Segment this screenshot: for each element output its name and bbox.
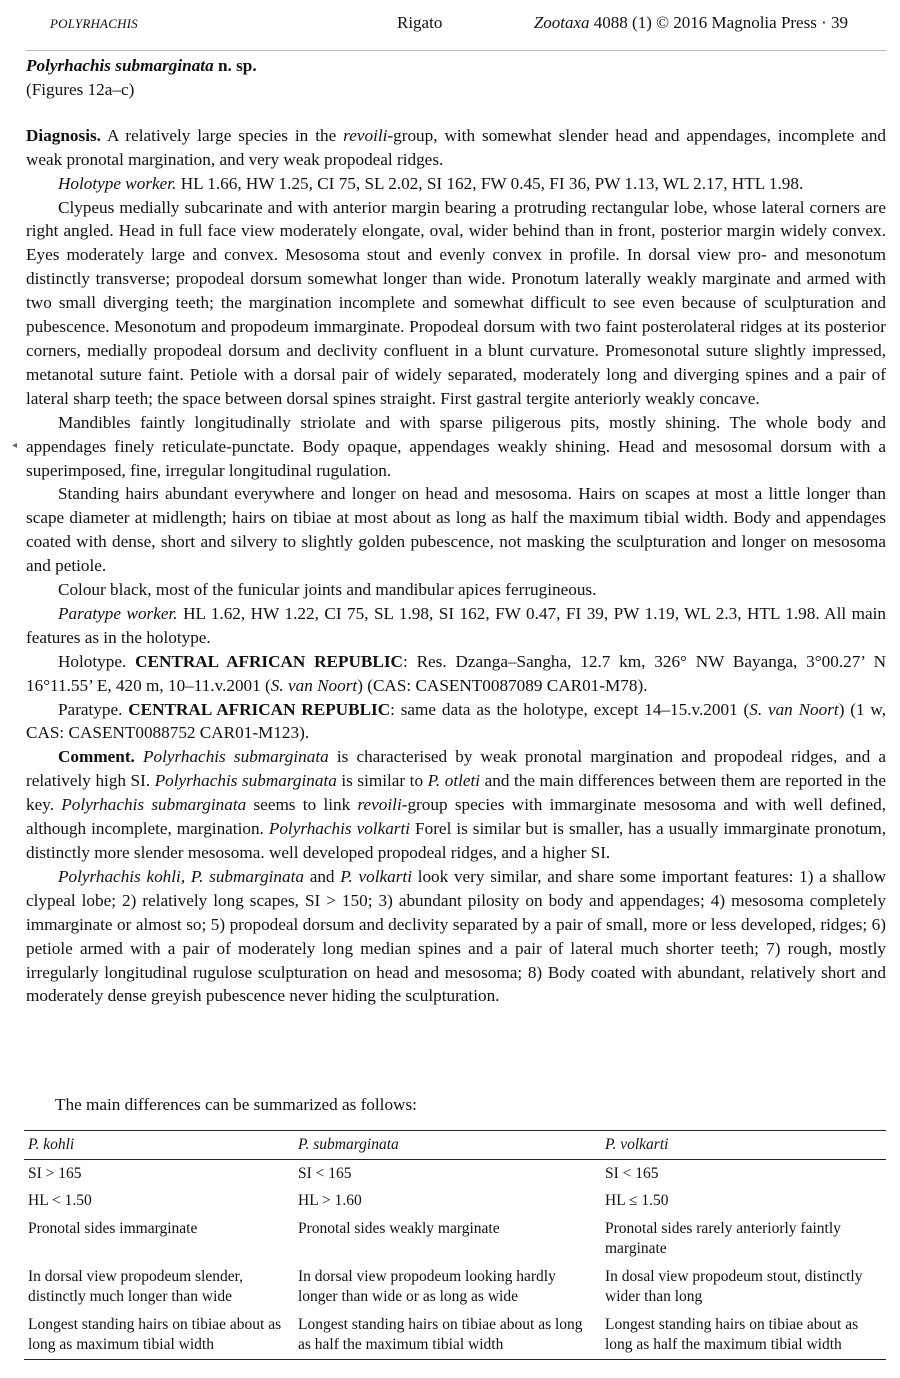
table-cell: HL > 1.60 bbox=[298, 1192, 362, 1209]
paratype-worker-label: Paratype worker. bbox=[58, 603, 178, 623]
comment-text: -group species with immarginate mesosoma and with well defined, although incomplete, margination. bbox=[26, 795, 887, 839]
paratype-record bbox=[26, 698, 886, 746]
diagnosis-label: Diagnosis. bbox=[26, 125, 101, 145]
comment-text: is characterised by weak pronotal margination and propodeal ridges, and a relatively high SI. bbox=[26, 747, 886, 791]
article-body bbox=[26, 54, 886, 1008]
holotype-collector: S. van Noort bbox=[270, 675, 358, 695]
diagnosis-text: A relatively large species in the bbox=[100, 125, 344, 145]
paratype-worker-values: HL 1.62, HW 1.22, CI 75, SL 1.98, SI 162, FW 0.47, FI 39, PW 1.19, WL 2.3, HTL 1.98. All main features as in the holotype. bbox=[26, 603, 886, 647]
species-ref: P. otleti bbox=[427, 771, 481, 791]
holotype-worker-values: HL 1.66, HW 1.25, CI 75, SL 2.02, SI 162, FW 0.45, FI 36, PW 1.13, WL 2.17, HTL 1.98. bbox=[176, 173, 804, 193]
paratype-country: CENTRAL AFRICAN REPUBLIC bbox=[128, 699, 391, 719]
species-ref: Polyrhachis submarginata bbox=[61, 795, 247, 815]
paratype-locality: : same data as the holotype, except 14–15.v.2001 ( bbox=[390, 699, 750, 719]
table-cell: Pronotal sides weakly marginate bbox=[298, 1219, 500, 1237]
margin-marker: ◂ bbox=[12, 440, 18, 451]
column-header: P. kohli bbox=[28, 1136, 75, 1153]
description-paragraph-4: Colour black, most of the funicular joints and mandibular apices ferrugineous. bbox=[58, 580, 597, 600]
description-paragraph-2: Mandibles faintly longitudinally striolate and with sparse piligerous pits, mostly shining. The whole body and appendages finely reticulate-punctate. Body opaque, appendages weakly shining. Head and mesosomal dorsum with a superimposed, fine, irregular longitudinal rugulation. bbox=[26, 412, 886, 480]
holotype-locality: : Res. Dzanga–Sangha, 12.7 km, 326° NW Bayanga, 3°00.27’ N 16°11.55’ E, 420 m, 10–11.v.2001 ( bbox=[26, 651, 886, 695]
comparison-text: look very similar, and share some important features: 1) a shallow clypeal lobe; 2) relatively long scapes, SI > 150; 3) abundant pilosity on body and appendages; 4) mesosoma completely immarginate or almost so; 5) propodeal dorsum and declivity separated by a pair of small, more or less developed, ridges; 6) petiole armed with a pair of moderately long median spines and a pair of lateral much shorter teeth; 7) rough, mostly irregularly longitudinal rugulose sculpturation on head and mesosoma; 8) Body coated with abundant, relatively short and moderately dense greyish pubescence never hiding the sculpturation. bbox=[26, 866, 886, 1006]
table-row bbox=[24, 1159, 886, 1187]
table-cell: Longest standing hairs on tibiae about as long as half the maximum tibial width bbox=[605, 1315, 859, 1353]
paratype-catalog: ) (1 w, CAS: CASENT0088752 CAR01-M123). bbox=[26, 699, 887, 743]
table-cell: SI > 165 bbox=[28, 1164, 82, 1182]
species-ref: Polyrhachis volkarti bbox=[268, 819, 411, 839]
table-cell: Pronotal sides immarginate bbox=[28, 1219, 198, 1237]
differences-table bbox=[24, 1130, 886, 1360]
header-rule bbox=[26, 50, 886, 51]
table-cell: SI < 165 bbox=[298, 1164, 352, 1182]
table-cell: In dorsal view propodeum slender, distinctly much longer than wide bbox=[28, 1267, 244, 1305]
comment-label: Comment. bbox=[58, 747, 135, 767]
paratype-label: Paratype. bbox=[58, 699, 123, 719]
species-title bbox=[26, 54, 886, 78]
species-ref: Polyrhachis kohli bbox=[58, 866, 181, 886]
table-row bbox=[24, 1187, 886, 1215]
table-cell: In dosal view propodeum stout, distinctly wider than long bbox=[605, 1267, 863, 1305]
comment-text: and the main differences between them are reported in the key. bbox=[26, 771, 886, 815]
table-cell: Pronotal sides rarely anteriorly faintly marginate bbox=[605, 1219, 841, 1257]
running-head: POLYRHACHIS bbox=[50, 16, 138, 31]
table-row bbox=[24, 1311, 886, 1360]
comparison-text: and bbox=[304, 866, 341, 886]
column-header: P. submarginata bbox=[298, 1136, 399, 1153]
holotype-country: CENTRAL AFRICAN REPUBLIC bbox=[135, 651, 403, 671]
paratype-measurements bbox=[26, 602, 886, 650]
group-name: revoili bbox=[357, 795, 402, 815]
table-cell: HL ≤ 1.50 bbox=[605, 1192, 669, 1209]
comment-paragraph bbox=[26, 745, 886, 865]
diagnosis-text-2: -group, with somewhat slender head and appendages, incomplete and weak pronotal margination, and very weak propodeal ridges. bbox=[26, 125, 887, 169]
table-cell: In dorsal view propodeum looking hardly longer than wide or as long as wide bbox=[298, 1267, 556, 1305]
comparison-text: , bbox=[180, 866, 191, 886]
journal-citation bbox=[534, 13, 848, 33]
page-header bbox=[0, 0, 900, 50]
table-row bbox=[24, 1215, 886, 1263]
description-paragraph-1: Clypeus medially subcarinate and with anterior margin bearing a protruding rectangular lobe, whose lateral corners are right angled. Head in full face view moderately elongate, oval, wider behind than in front, posterior margin widely convex. Eyes moderately large and convex. Mesosoma stout and evenly convex in profile. In dorsal view pro- and mesonotum distinctly transverse; propodeal dorsum somewhat longer than wide. Pronotum laterally weakly marginate and armed with two small diverging teeth; the margination incomplete and somewhat difficult to see even because of sculpturation and pubescence. Mesonotum and propodeum immarginate. Propodeal dorsum with two faint posterolateral ridges at its posterior corners, medially propodeal dorsum and declivity confluent in a blunt curvature. Promesonotal suture slightly impressed, metanotal suture faint. Petiole with a dorsal pair of widely separated, moderately long and diverging spines and a pair of lateral sharp teeth; the space between dorsal spines straight. First gastral tergite anteriorly weakly concave. bbox=[26, 197, 886, 408]
table-cell: HL < 1.50 bbox=[28, 1192, 92, 1209]
comparison-paragraph bbox=[26, 865, 886, 1008]
diagnosis-paragraph bbox=[26, 124, 886, 172]
species-ref: P. submarginata bbox=[190, 866, 304, 886]
holotype-record bbox=[26, 650, 886, 698]
species-name: Polyrhachis submarginata bbox=[26, 56, 214, 75]
description-paragraph-3: Standing hairs abundant everywhere and longer on head and mesosoma. Hairs on scapes at most a little longer than scape diameter at midlength; hairs on tibiae at most about as long as half the maximum tibial width. Body and appendages coated with dense, short and silvery to slightly golden pubescence, not masking the sculpturation and longer on mesosoma and petiole. bbox=[26, 484, 886, 576]
comment-text: seems to link bbox=[246, 795, 358, 815]
species-ref: Polyrhachis submarginata bbox=[154, 771, 337, 791]
new-species-tag: n. sp. bbox=[217, 56, 257, 75]
figure-reference: (Figures 12a–c) bbox=[26, 79, 135, 99]
holotype-worker-label: Holotype worker. bbox=[58, 173, 177, 193]
holotype-catalog: ) (CAS: CASENT0087089 CAR01-M78). bbox=[357, 675, 648, 695]
differences-table-block bbox=[24, 1130, 886, 1360]
species-ref: P. volkarti bbox=[340, 866, 412, 886]
species-ref: Polyrhachis submarginata bbox=[143, 747, 329, 767]
table-cell: Longest standing hairs on tibiae about as long as maximum tibial width bbox=[28, 1315, 282, 1353]
group-name: revoili bbox=[343, 125, 388, 145]
table-row bbox=[24, 1263, 886, 1311]
comment-text: Forel is similar but is smaller, has a usually immarginate pronotum, distinctly more slender mesosoma. well developed propodeal ridges, and a higher SI. bbox=[26, 819, 887, 862]
holotype-measurements bbox=[26, 172, 886, 196]
table-header-row bbox=[24, 1131, 886, 1160]
paratype-collector: S. van Noort bbox=[749, 699, 839, 719]
citation-details: 4088 (1) © 2016 Magnolia Press · 39 bbox=[593, 13, 848, 32]
comment-text: is similar to bbox=[336, 771, 428, 791]
table-intro: The main differences can be summarized as follows: bbox=[55, 1095, 417, 1114]
author-name: Rigato bbox=[397, 13, 443, 32]
journal-name: Zootaxa bbox=[533, 13, 590, 32]
holotype-label: Holotype. bbox=[58, 651, 127, 671]
table-cell: SI < 165 bbox=[605, 1164, 659, 1182]
table-cell: Longest standing hairs on tibiae about as long as half the maximum tibial width bbox=[298, 1315, 583, 1353]
column-header: P. volkarti bbox=[605, 1136, 669, 1153]
